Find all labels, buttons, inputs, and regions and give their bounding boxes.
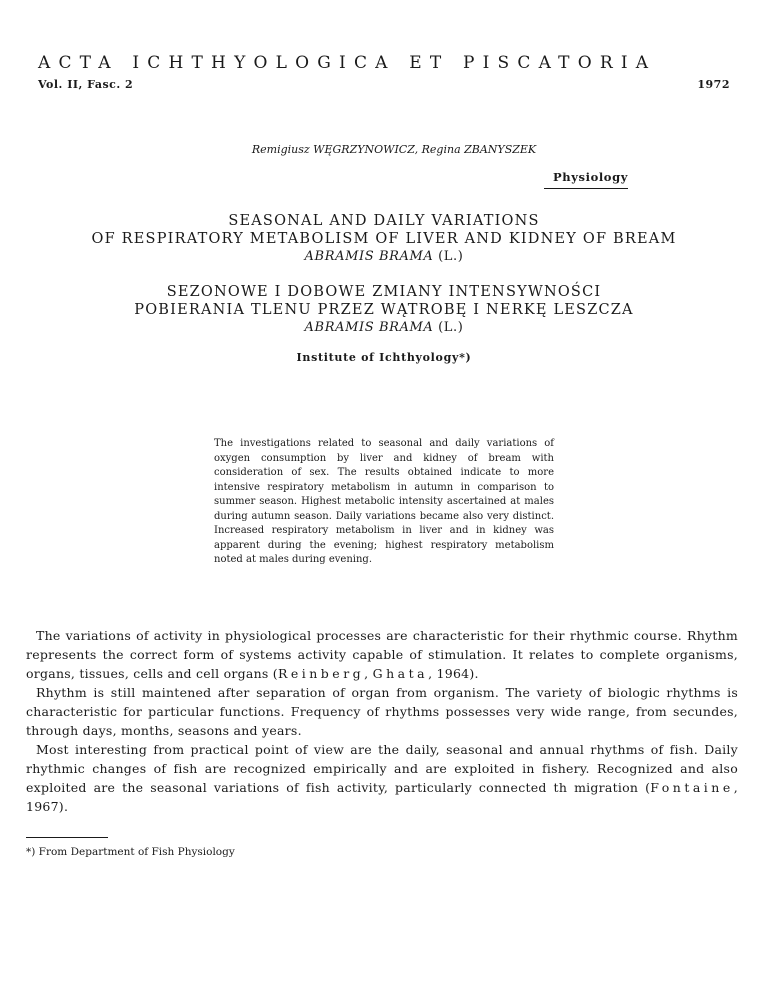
citation-author: Fontaine	[650, 780, 734, 795]
species-authority: (L.)	[433, 249, 464, 264]
institute-affiliation: Institute of Ichthyology*)	[296, 351, 472, 364]
section-underline	[544, 188, 628, 189]
volume-issue: Vol. II, Fasc. 2	[38, 78, 134, 91]
publication-year: 1972	[697, 78, 730, 91]
english-title-line-1: SEASONAL AND DAILY VARIATIONS	[228, 213, 540, 229]
polish-title-line-1: SEZONOWE I DOBOWE ZMIANY INTENSYWNOŚCI	[166, 284, 602, 300]
abstract: The investigations related to seasonal and daily variations of oxygen consumption by liver and kidney of bream with consideration of sex. The results obtained indicate to more intensive respiratory metabolism in autumn in comparison to summer season. Highest metabolic intensity ascertained at males during autumn season. Daily variations became also very distinct. Increased respiratory metabolism in liver and in kidney was apparent during the evening; highest respiratory metabolism noted at males during evening.	[214, 438, 554, 565]
author-list: Remigiusz WĘGRZYNOWICZ, Regina ZBANYSZEK	[251, 143, 537, 156]
polish-title-line-2: POBIERANIA TLENU PRZEZ WĄTROBĘ I NERKĘ LESZCZA	[134, 302, 634, 318]
footnote: *) From Department of Fish Physiology	[26, 846, 235, 858]
citation-author: Ghata	[372, 666, 429, 681]
citation-author: Reinberg	[277, 666, 365, 681]
species-name: ABRAMIS BRAMA	[304, 249, 434, 264]
body-paragraph-2: Rhythm is still maintened after separation of organ from organism. The variety of biologic rhythms is characteristic for particular functions. Frequency of rhythms possesses very wide range, from secundes, through days, months, seasons and years.	[26, 685, 738, 738]
journal-title: ACTA ICHTHYOLOGICA ET PISCATORIA	[38, 53, 657, 73]
polish-title	[0, 283, 768, 337]
english-title-line-2: OF RESPIRATORY METABOLISM OF LIVER AND KIDNEY OF BREAM	[91, 231, 677, 247]
body-paragraph-3: Most interesting from practical point of view are the daily, seasonal and annual rhythms of fish. Daily rhythmic changes of fish are recognized empirically and are exploited in fishery. Recognized and also exploited are the seasonal variations of fish activity, particularly connected th migration (Fontaine, 1967).	[26, 742, 738, 814]
english-title-species	[0, 248, 768, 266]
body-paragraph-1: The variations of activity in physiological processes are characteristic for their rhythmic course. Rhythm represents the correct form of systems activity capable of stimulation. It relates to complete organisms, organs, tissues, cells and cell organs (Reinberg, Ghata, 1964).	[26, 628, 738, 681]
polish-title-species	[0, 319, 768, 337]
section-label: Physiology	[553, 170, 628, 184]
species-name: ABRAMIS BRAMA	[304, 320, 434, 335]
species-authority: (L.)	[433, 320, 464, 335]
body-text	[26, 626, 738, 816]
english-title	[0, 212, 768, 266]
footnote-divider	[26, 837, 108, 838]
